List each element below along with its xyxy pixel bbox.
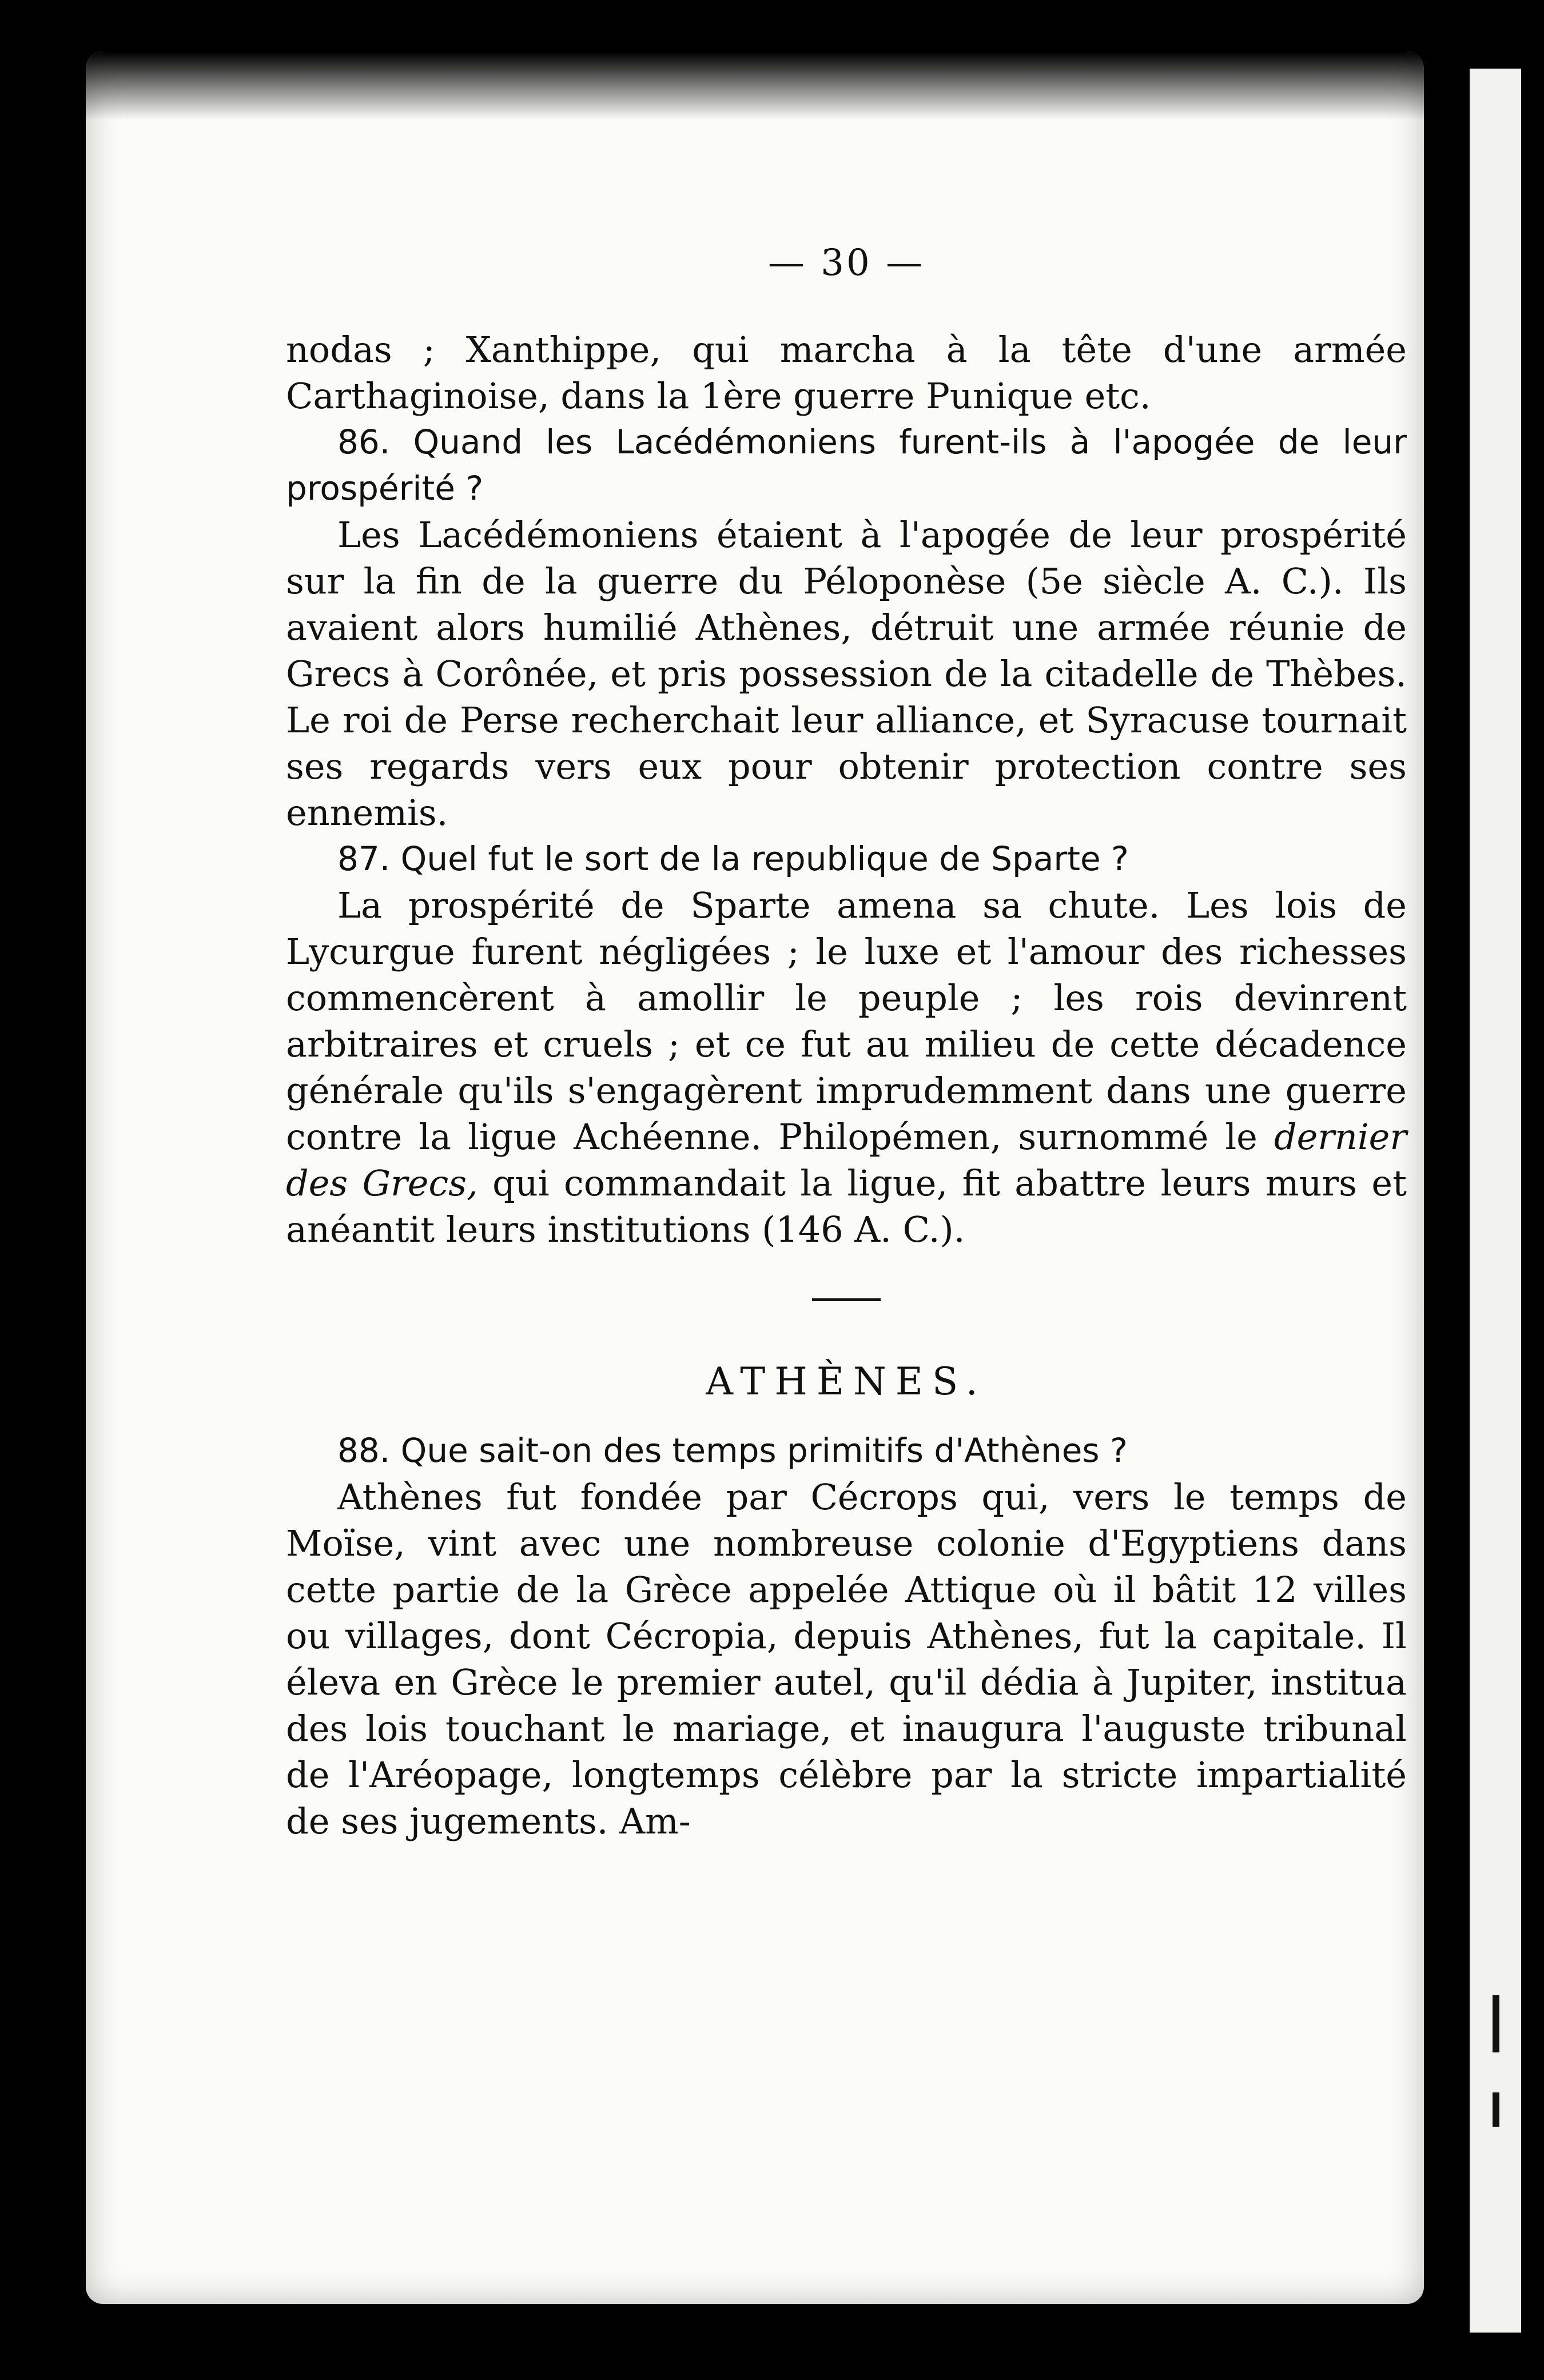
book-page: [86, 51, 1424, 2304]
question-87: 87. Quel fut le sort de la republique de Sparte ?: [337, 839, 1129, 878]
section-heading: ATHÈNES.: [706, 1360, 987, 1404]
answer-87-italic: dernier des Grecs,: [286, 1116, 1407, 1204]
page-content: [286, 240, 1407, 1844]
paragraph-continuation: nodas ; Xanthippe, qui marcha à la tête d'une armée Carthaginoise, dans la 1ère guerre Punique etc.: [286, 329, 1407, 417]
question-86: 86. Quand les Lacédémoniens furent-ils à l'apogée de leur prospérité ?: [286, 422, 1407, 508]
answer-88: Athènes fut fondée par Cécrops qui, vers le temps de Moïse, vint avec une nombreuse colonie d'Egyptiens dans cette partie de la Grèce appelée Attique où il bâtit 12 villes ou villages, dont Cécropia, depuis Athènes, fut la capitale. Il éleva en Grèce le premier autel, qu'il dédia à Jupiter, institua des lois touchant le mariage, et inaugura l'auguste tribunal de l'Aréopage, longtemps célèbre par la stricte impartialité de ses jugements. Am-: [286, 1476, 1407, 1842]
question-88: 88. Que sait-on des temps primitifs d'Athènes ?: [337, 1431, 1128, 1470]
page-number: — 30 —: [767, 242, 925, 284]
answer-87: [286, 882, 1407, 1253]
edge-mark: [1493, 2092, 1499, 2127]
edge-mark: [1493, 1995, 1499, 2052]
adjacent-page-edge: [1470, 69, 1521, 2333]
section-divider: [812, 1298, 881, 1301]
answer-86: Les Lacédémoniens étaient à l'apogée de leur prospérité sur la fin de la guerre du Péloponèse (5e siècle A. C.). Ils avaient alors humilié Athènes, détruit une armée réunie de Grecs à Corônée, et pris possession de la citadelle de Thèbes. Le roi de Perse recherchait leur alliance, et Syracuse tournait ses regards vers eux pour obtenir protection contre ses ennemis.: [286, 514, 1407, 834]
answer-87-part-2: qui commandait la ligue, fit abattre leurs murs et anéantit leurs institutions (146 A. C.).: [286, 1162, 1407, 1250]
answer-87-part-1: La prospérité de Sparte amena sa chute. Les lois de Lycurgue furent négligées ; le luxe et l'amour des richesses commencèrent à amollir le peuple ; les rois devinrent arbitraires et cruels ; et ce fut au milieu de cette décadence générale qu'ils s'engagèrent imprudemment dans une guerre contre la ligue Achéenne. Philopémen, surnommé le: [286, 884, 1407, 1158]
top-shadow: [86, 51, 1424, 120]
